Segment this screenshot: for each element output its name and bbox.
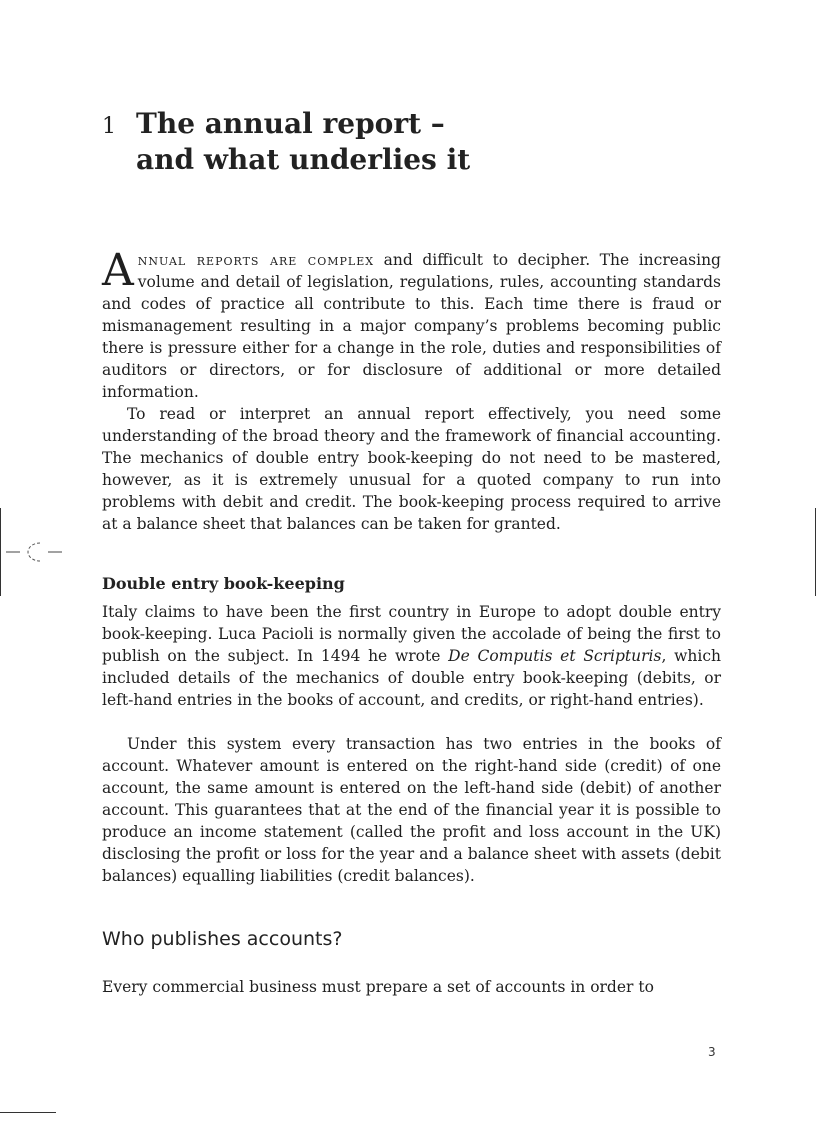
intro-paragraph-2: To read or interpret an annual report effectively, you need some understanding of the broad theory and the framework of financial accounting. The mechanics of double entry book-keeping do not need to be mastered, however, as it is extremely unusual for a quoted company to run into problems with debit and credit. The book-keeping process required to arrive at a balance sheet that balances can be taken for granted. [102, 405, 721, 533]
chapter-title [136, 106, 536, 178]
double-entry-p1-after: , which included details of the mechanics of double entry book-keeping (debits, or left-hand entries in the books of account, and credits, or right-hand entries). [102, 647, 721, 709]
intro-smallcaps: nnual reports are complex [137, 251, 375, 269]
chapter-title-line2: and what underlies it [136, 143, 471, 176]
chapter-number: 1 [102, 114, 116, 139]
crop-mark-left [0, 508, 1, 596]
who-publishes-paragraph-1: Every commercial business must prepare a set of accounts in order to [102, 978, 654, 996]
chapter-title-line1: The annual report – [136, 107, 445, 140]
intro-p1-text: and difficult to decipher. The increasing volume and detail of legislation, regulations, rules, accounting standards and codes of practice all contribute to this. Each time there is fraud or mismanagement resulting in a major company’s problems becoming public there is pressure either for a change in the role, duties and responsibilities of auditors or directors, or for disclosure of additional or more detailed information. [102, 251, 721, 401]
section-heading-double-entry: Double entry book-keeping [102, 574, 345, 593]
registration-mark-icon [6, 537, 62, 567]
section-heading-who-publishes: Who publishes accounts? [102, 928, 343, 950]
book-title-italic: De Computis et Scripturis [448, 647, 662, 665]
double-entry-p1-before: Italy claims to have been the first country in Europe to adopt double entry book-keeping. Luca Pacioli is normally given the accolade of being the first to publish on the subject. In 1494 he wrote [102, 603, 721, 665]
double-entry-paragraph-1 [102, 601, 721, 711]
page-number: 3 [708, 1045, 716, 1059]
chapter-heading [102, 106, 536, 178]
crop-mark-bottom-left [0, 1112, 56, 1113]
drop-cap: A [102, 245, 134, 296]
intro-paragraph-1 [102, 245, 721, 403]
double-entry-paragraph-2: Under this system every transaction has two entries in the books of account. Whatever amount is entered on the right-hand side (credit) of one account, the same amount is entered on the left-hand side (debit) of another account. This guarantees that at the end of the financial year it is possible to produce an income statement (called the profit and loss account in the UK) disclosing the profit or loss for the year and a balance sheet with assets (debit balances) equalling liabilities (credit balances). [102, 735, 721, 885]
